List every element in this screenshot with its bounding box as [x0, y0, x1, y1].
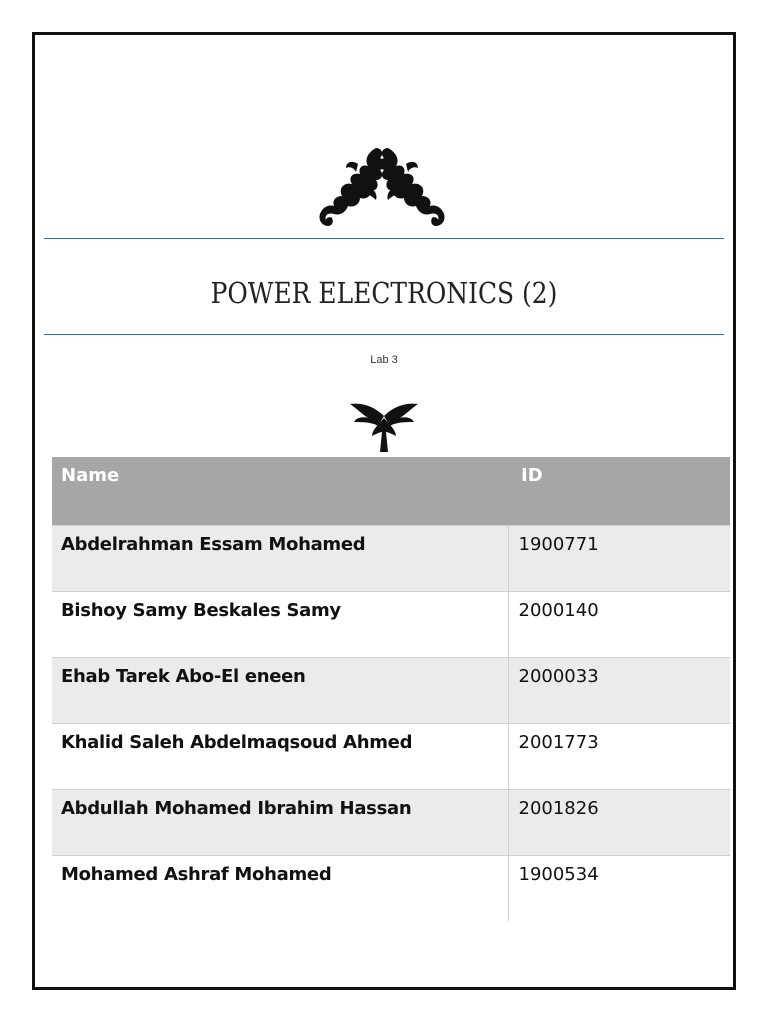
student-name: Abdullah Mohamed Ibrahim Hassan	[52, 789, 508, 855]
document-subtitle: Lab 3	[370, 354, 398, 366]
header-name: Name	[52, 457, 508, 525]
table-row	[52, 723, 730, 789]
student-name: Abdelrahman Essam Mohamed	[52, 525, 508, 591]
student-id: 2000033	[508, 657, 730, 723]
student-id: 2000140	[508, 591, 730, 657]
flourish-ornament-icon	[306, 142, 458, 228]
student-name: Bishoy Samy Beskales Samy	[52, 591, 508, 657]
bottom-divider	[44, 334, 724, 335]
student-name: Khalid Saleh Abdelmaqsoud Ahmed	[52, 723, 508, 789]
student-id: 2001773	[508, 723, 730, 789]
table-row	[52, 789, 730, 855]
table-row	[52, 657, 730, 723]
header-id: ID	[508, 457, 730, 525]
student-id: 2001826	[508, 789, 730, 855]
students-table	[52, 457, 730, 921]
document-title: POWER ELECTRONICS (2)	[210, 276, 558, 310]
table-row	[52, 855, 730, 921]
table-header-row	[52, 457, 730, 525]
top-divider	[44, 238, 724, 239]
fleuron-icon	[346, 394, 422, 454]
student-name: Mohamed Ashraf Mohamed	[52, 855, 508, 921]
table-row	[52, 525, 730, 591]
student-id: 1900534	[508, 855, 730, 921]
student-id: 1900771	[508, 525, 730, 591]
table-row	[52, 591, 730, 657]
student-name: Ehab Tarek Abo-El eneen	[52, 657, 508, 723]
